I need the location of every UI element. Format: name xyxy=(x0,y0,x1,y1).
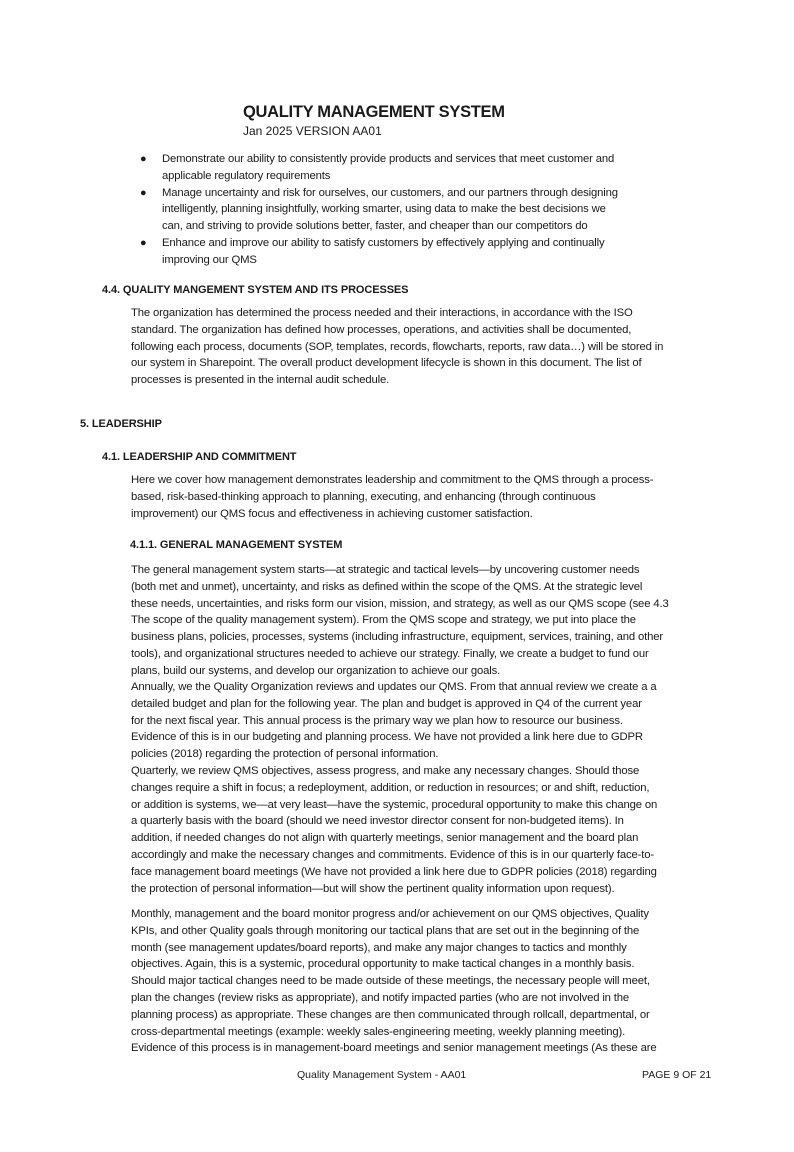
document-title: QUALITY MANAGEMENT SYSTEM xyxy=(243,103,505,121)
text-line: a quarterly basis with the board (should we need investor director consent for non-budgeted items). In xyxy=(131,815,624,828)
text-line: standard. The organization has defined how processes, operations, and activities shall be documented, xyxy=(131,323,632,336)
text-line: The scope of the quality management system). From the QMS scope and strategy, we put into place the xyxy=(131,614,636,627)
text-line: improvement) our QMS focus and effectiveness in achieving customer satisfaction. xyxy=(131,507,533,520)
paragraph xyxy=(131,305,663,389)
section-heading-4-4: 4.4. QUALITY MANGEMENT SYSTEM AND ITS PROCESSES xyxy=(102,284,409,296)
text-line: planning process) as appropriate. These changes are then communicated through rollcall, departmental, or xyxy=(131,1008,650,1021)
document-version: Jan 2025 VERSION AA01 xyxy=(243,124,382,138)
text-line: our system in Sharepoint. The overall product development lifecycle is shown in this document. The list of xyxy=(131,357,642,370)
text-line: Here we cover how management demonstrates leadership and commitment to the QMS through a process- xyxy=(131,474,654,486)
text-line: face management board meetings (We have not provided a link here due to GDPR policies (2018) regarding xyxy=(131,865,657,878)
text-line: Evidence of this process is in management-board meetings and senior management meetings (As these are xyxy=(131,1042,657,1055)
text-line: the protection of personal information—but will show the pertinent quality information upon request). xyxy=(131,882,615,895)
text-line: The general management system starts—at strategic and tactical levels—by uncovering customer needs xyxy=(131,564,640,576)
text-line: Evidence of this is in our budgeting and planning process. We have not provided a link here due to GDPR xyxy=(131,731,643,744)
bullet-list xyxy=(140,151,618,269)
text-line: plans, build our systems, and develop our organization to achieve our goals. xyxy=(131,664,501,677)
text-line: Quarterly, we review QMS objectives, assess progress, and make any necessary changes. Should those xyxy=(131,765,640,777)
list-item: ● Manage uncertainty and risk for ourselves, our customers, and our partners through designing intelligently, planning insightfully, working smarter, using data to make the best decisions we can, and striving to provide solutions better, faster, and cheaper than our competitors do xyxy=(140,186,618,233)
paragraph xyxy=(131,562,669,680)
paragraph xyxy=(131,472,653,522)
text-line: or addition is systems, we—at very least—have the systemic, procedural opportunity to make this change on xyxy=(131,798,658,811)
text-line: cross-departmental meetings (example: weekly sales-engineering meeting, weekly planning meeting). xyxy=(131,1025,626,1038)
text-line: (both met and unmet), uncertainty, and risks as defined within the scope of the QMS. At the strategic level xyxy=(131,580,643,593)
section-heading-5: 5. LEADERSHIP xyxy=(80,418,162,430)
list-item: ● Enhance and improve our ability to satisfy customers by effectively applying and continually improving our QMS xyxy=(140,236,605,266)
text-line: based, risk-based-thinking approach to planning, executing, and enhancing (through continuous xyxy=(131,490,596,503)
paragraph xyxy=(131,906,657,1057)
text-line: for the next fiscal year. This annual process is the primary way we plan how to resource our business. xyxy=(131,714,623,727)
text-line: tools), and organizational structures needed to achieve our strategy. Finally, we create a budget to fund our xyxy=(131,647,649,660)
text-line: these needs, uncertainties, and risks form our vision, mission, and strategy, as well as our QMS scope (see 4.3 xyxy=(131,597,669,610)
text-line: accordingly and make the necessary changes and commitments. Evidence of this is in our quarterly face-to- xyxy=(131,848,654,861)
bullet-icon: ● xyxy=(140,153,147,165)
text-line: processes is presented in the internal audit schedule. xyxy=(131,374,390,387)
text-line: following each process, documents (SOP, templates, records, flowcharts, reports, raw data…) will be stored in xyxy=(131,340,664,353)
text-line: Annually, we the Quality Organization reviews and updates our QMS. From that annual review we create a a xyxy=(131,681,657,693)
text-line: detailed budget and plan for the following year. The plan and budget is approved in Q4 of the current year xyxy=(131,697,642,710)
bullet-icon: ● xyxy=(140,186,147,199)
paragraph xyxy=(131,763,657,897)
text-line: Should major tactical changes need to be made outside of these meetings, the necessary people will meet, xyxy=(131,975,650,988)
footer-page-number: PAGE 9 OF 21 xyxy=(642,1069,712,1081)
text-line: addition, if needed changes do not align with quarterly meetings, senior management and the board plan xyxy=(131,832,639,845)
section-heading-4-1-1: 4.1.1. GENERAL MANAGEMENT SYSTEM xyxy=(130,539,343,551)
list-item: ● Demonstrate our ability to consistently provide products and services that meet customer and applicable regulatory requirements xyxy=(140,153,615,182)
text-line: KPIs, and other Quality goals through monitoring our tactical plans that are set out in the beginning of the xyxy=(131,924,640,937)
text-line: changes require a shift in focus; a redeployment, addition, or reduction in resources; or and shift, reduction, xyxy=(131,781,650,794)
bullet-icon: ● xyxy=(140,236,147,249)
text-line: month (see management updates/board reports), and make any major changes to tactics and monthly xyxy=(131,941,627,954)
text-line: business plans, policies, processes, systems (including infrastructure, equipment, services, training, and other xyxy=(131,631,663,644)
text-line: objectives. Again, this is a systemic, procedural opportunity to make tactical changes in a monthly basis. xyxy=(131,958,635,971)
footer-document-name: Quality Management System - AA01 xyxy=(297,1069,467,1081)
text-line: The organization has determined the process needed and their interactions, in accordance with the ISO xyxy=(131,307,633,319)
section-heading-4-1: 4.1. LEADERSHIP AND COMMITMENT xyxy=(102,451,297,463)
text-line: Monthly, management and the board monitor progress and/or achievement on our QMS objectives, Quality xyxy=(131,908,649,920)
text-line: policies (2018) regarding the protection of personal information. xyxy=(131,748,439,761)
text-line: plan the changes (review risks as appropriate), and notify impacted parties (who are not involved in the xyxy=(131,991,630,1004)
paragraph xyxy=(131,679,656,763)
